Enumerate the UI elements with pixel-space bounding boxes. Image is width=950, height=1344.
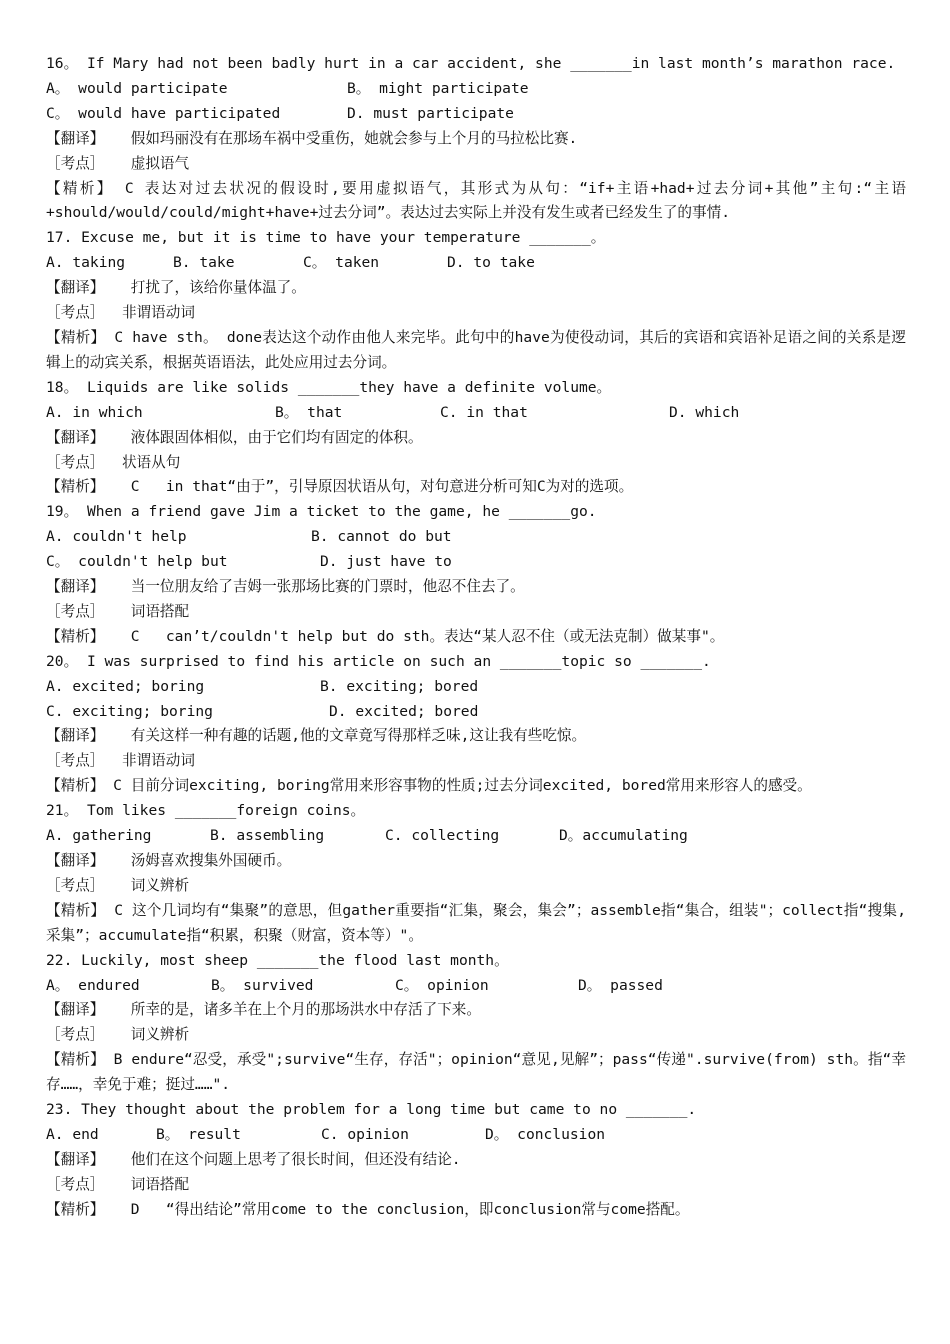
option-a: A. gathering: [46, 827, 152, 845]
option-d: D。accumulating: [559, 827, 688, 845]
option-b: B。 might participate: [347, 79, 529, 97]
analysis: 【精析】 C 这个几词均有“集聚”的意思，但gather重要指“汇集，聚会，集会”；assemble指“集合，组装"；collect指“搜集,采集”；accumulate指“积累，积聚（财富，资本等）"。: [46, 901, 906, 944]
option-c: C. collecting: [385, 827, 500, 845]
translation: 【翻译】 所幸的是，诸多羊在上个月的那场洪水中存活了下来。: [46, 1001, 481, 1019]
option-d: D. excited; bored: [329, 702, 479, 720]
question-stem: 18。 Liquids are like solids _______they have a definite volume。: [46, 378, 612, 396]
option-a: A. in which: [46, 403, 143, 421]
exam-point: ［考点］ 词语搭配: [46, 602, 190, 620]
question-16: [46, 52, 906, 226]
option-a: A。 would participate: [46, 79, 228, 97]
translation: 【翻译】 假如玛丽没有在那场车祸中受重伤，她就会参与上个月的马拉松比赛.: [46, 129, 578, 147]
question-stem: 19。 When a friend gave Jim a ticket to the game, he _______go.: [46, 503, 597, 521]
option-a: A. excited; boring: [46, 677, 205, 695]
question-stem: 16。 If Mary had not been badly hurt in a car accident, she _______in last month’s marathon race.: [46, 55, 896, 72]
option-c: C。 couldn't help but: [46, 553, 228, 571]
exam-point: ［考点］ 非谓语动词: [46, 752, 195, 770]
translation: 【翻译】 液体跟固体相似，由于它们均有固定的体积。: [46, 428, 423, 446]
option-b: B. take: [173, 254, 235, 272]
analysis: 【精析】 C can’t/couldn't help but do sth。表达“某人忍不住（或无法克制）做某事"。: [46, 627, 725, 645]
question-21: [46, 799, 906, 948]
options-row: [46, 1123, 906, 1148]
translation: 【翻译】 有关这样一种有趣的话题,他的文章竟写得那样乏味,这让我有些吃惊。: [46, 727, 587, 745]
option-b: B. assembling: [210, 827, 325, 845]
question-stem: 22. Luckily, most sheep _______the flood last month。: [46, 951, 509, 969]
option-c: C。 would have participated: [46, 104, 281, 122]
question-stem: 23. They thought about the problem for a long time but came to no _______.: [46, 1101, 697, 1119]
analysis: 【精析】 C 表达对过去状况的假设时,要用虚拟语气，其形式为从句：“if+主语+had+过去分词+其他”主句:“主语+should/would/could/might+have+过去分词”。表达过去实际上并没有发生或者已经发生了的事情.: [46, 179, 906, 222]
option-b: B. exciting; bored: [320, 677, 479, 695]
options-row: [46, 974, 906, 999]
option-a: A. couldn't help: [46, 528, 187, 546]
question-stem: 21。 Tom likes _______foreign coins。: [46, 802, 366, 820]
question-18: [46, 376, 906, 501]
options-row: [46, 77, 906, 102]
question-22: [46, 949, 906, 1098]
analysis: 【精析】 B endure“忍受，承受";survive“生存，存活"；opinion“意见,见解”；pass“传递".survive(from) sth。指“幸存……，幸免于难；挺过……".: [46, 1051, 906, 1094]
option-d: D。 passed: [578, 976, 663, 994]
exam-point: ［考点］ 虚拟语气: [46, 154, 190, 172]
option-b: B。 survived: [211, 976, 314, 994]
question-19: [46, 500, 906, 649]
options-row: [46, 401, 906, 426]
question-stem: 20。 I was surprised to find his article on such an _______topic so _______.: [46, 652, 711, 670]
exam-point: ［考点］ 词义辨析: [46, 876, 190, 894]
question-stem: 17. Excuse me, but it is time to have your temperature _______。: [46, 229, 606, 247]
question-20: [46, 650, 906, 799]
option-a: A. taking: [46, 254, 126, 272]
options-row: [46, 700, 906, 725]
exam-point: ［考点］ 状语从句: [46, 453, 181, 471]
option-c: C。 opinion: [395, 976, 489, 994]
question-17: [46, 226, 906, 375]
exam-point: ［考点］ 词语搭配: [46, 1175, 190, 1193]
option-a: A. end: [46, 1125, 99, 1143]
analysis: 【精析】 D “得出结论”常用come to the conclusion，即conclusion常与come搭配。: [46, 1200, 690, 1218]
option-b: B. cannot do but: [311, 528, 452, 546]
option-c: C. exciting; boring: [46, 702, 213, 720]
option-c: C. opinion: [321, 1125, 409, 1143]
analysis: 【精析】 C have sth。 done表达这个动作由他人来完毕。此句中的have为使役动词，其后的宾语和宾语补足语之间的关系是逻辑上的动宾关系，根据英语语法，此处应用过去分词。: [46, 328, 906, 371]
option-b: B。 result: [156, 1125, 241, 1143]
analysis: 【精析】 C in that“由于”，引导原因状语从句，对句意进分析可知C为对的选项。: [46, 478, 634, 496]
translation: 【翻译】 当一位朋友给了吉姆一张那场比赛的门票时，他忍不住去了。: [46, 578, 525, 596]
translation: 【翻译】 打扰了，该给你量体温了。: [46, 279, 306, 297]
translation: 【翻译】 汤姆喜欢搜集外国硬币。: [46, 852, 292, 869]
options-row: [46, 251, 906, 276]
option-c: C。 taken: [303, 254, 380, 272]
option-c: C. in that: [440, 403, 528, 421]
options-row: [46, 525, 906, 550]
option-b: B。 that: [275, 403, 343, 421]
options-row: [46, 102, 906, 127]
analysis: 【精析】 C 目前分词exciting, boring常用来形容事物的性质;过去分词excited, bored常用来形容人的感受。: [46, 777, 812, 795]
option-d: D. to take: [447, 254, 535, 272]
option-d: D. which: [669, 403, 740, 421]
exam-point: ［考点］ 词义辨析: [46, 1026, 190, 1044]
options-row: [46, 550, 906, 575]
option-d: D. must participate: [347, 104, 514, 122]
exam-point: ［考点］ 非谓语动词: [46, 304, 195, 322]
option-d: D。 conclusion: [485, 1125, 606, 1143]
option-d: D. just have to: [320, 553, 452, 571]
translation: 【翻译】 他们在这个问题上思考了很长时间，但还没有结论.: [46, 1150, 461, 1168]
option-a: A。 endured: [46, 976, 140, 994]
question-23: [46, 1098, 906, 1223]
options-row: [46, 824, 906, 849]
options-row: [46, 675, 906, 700]
